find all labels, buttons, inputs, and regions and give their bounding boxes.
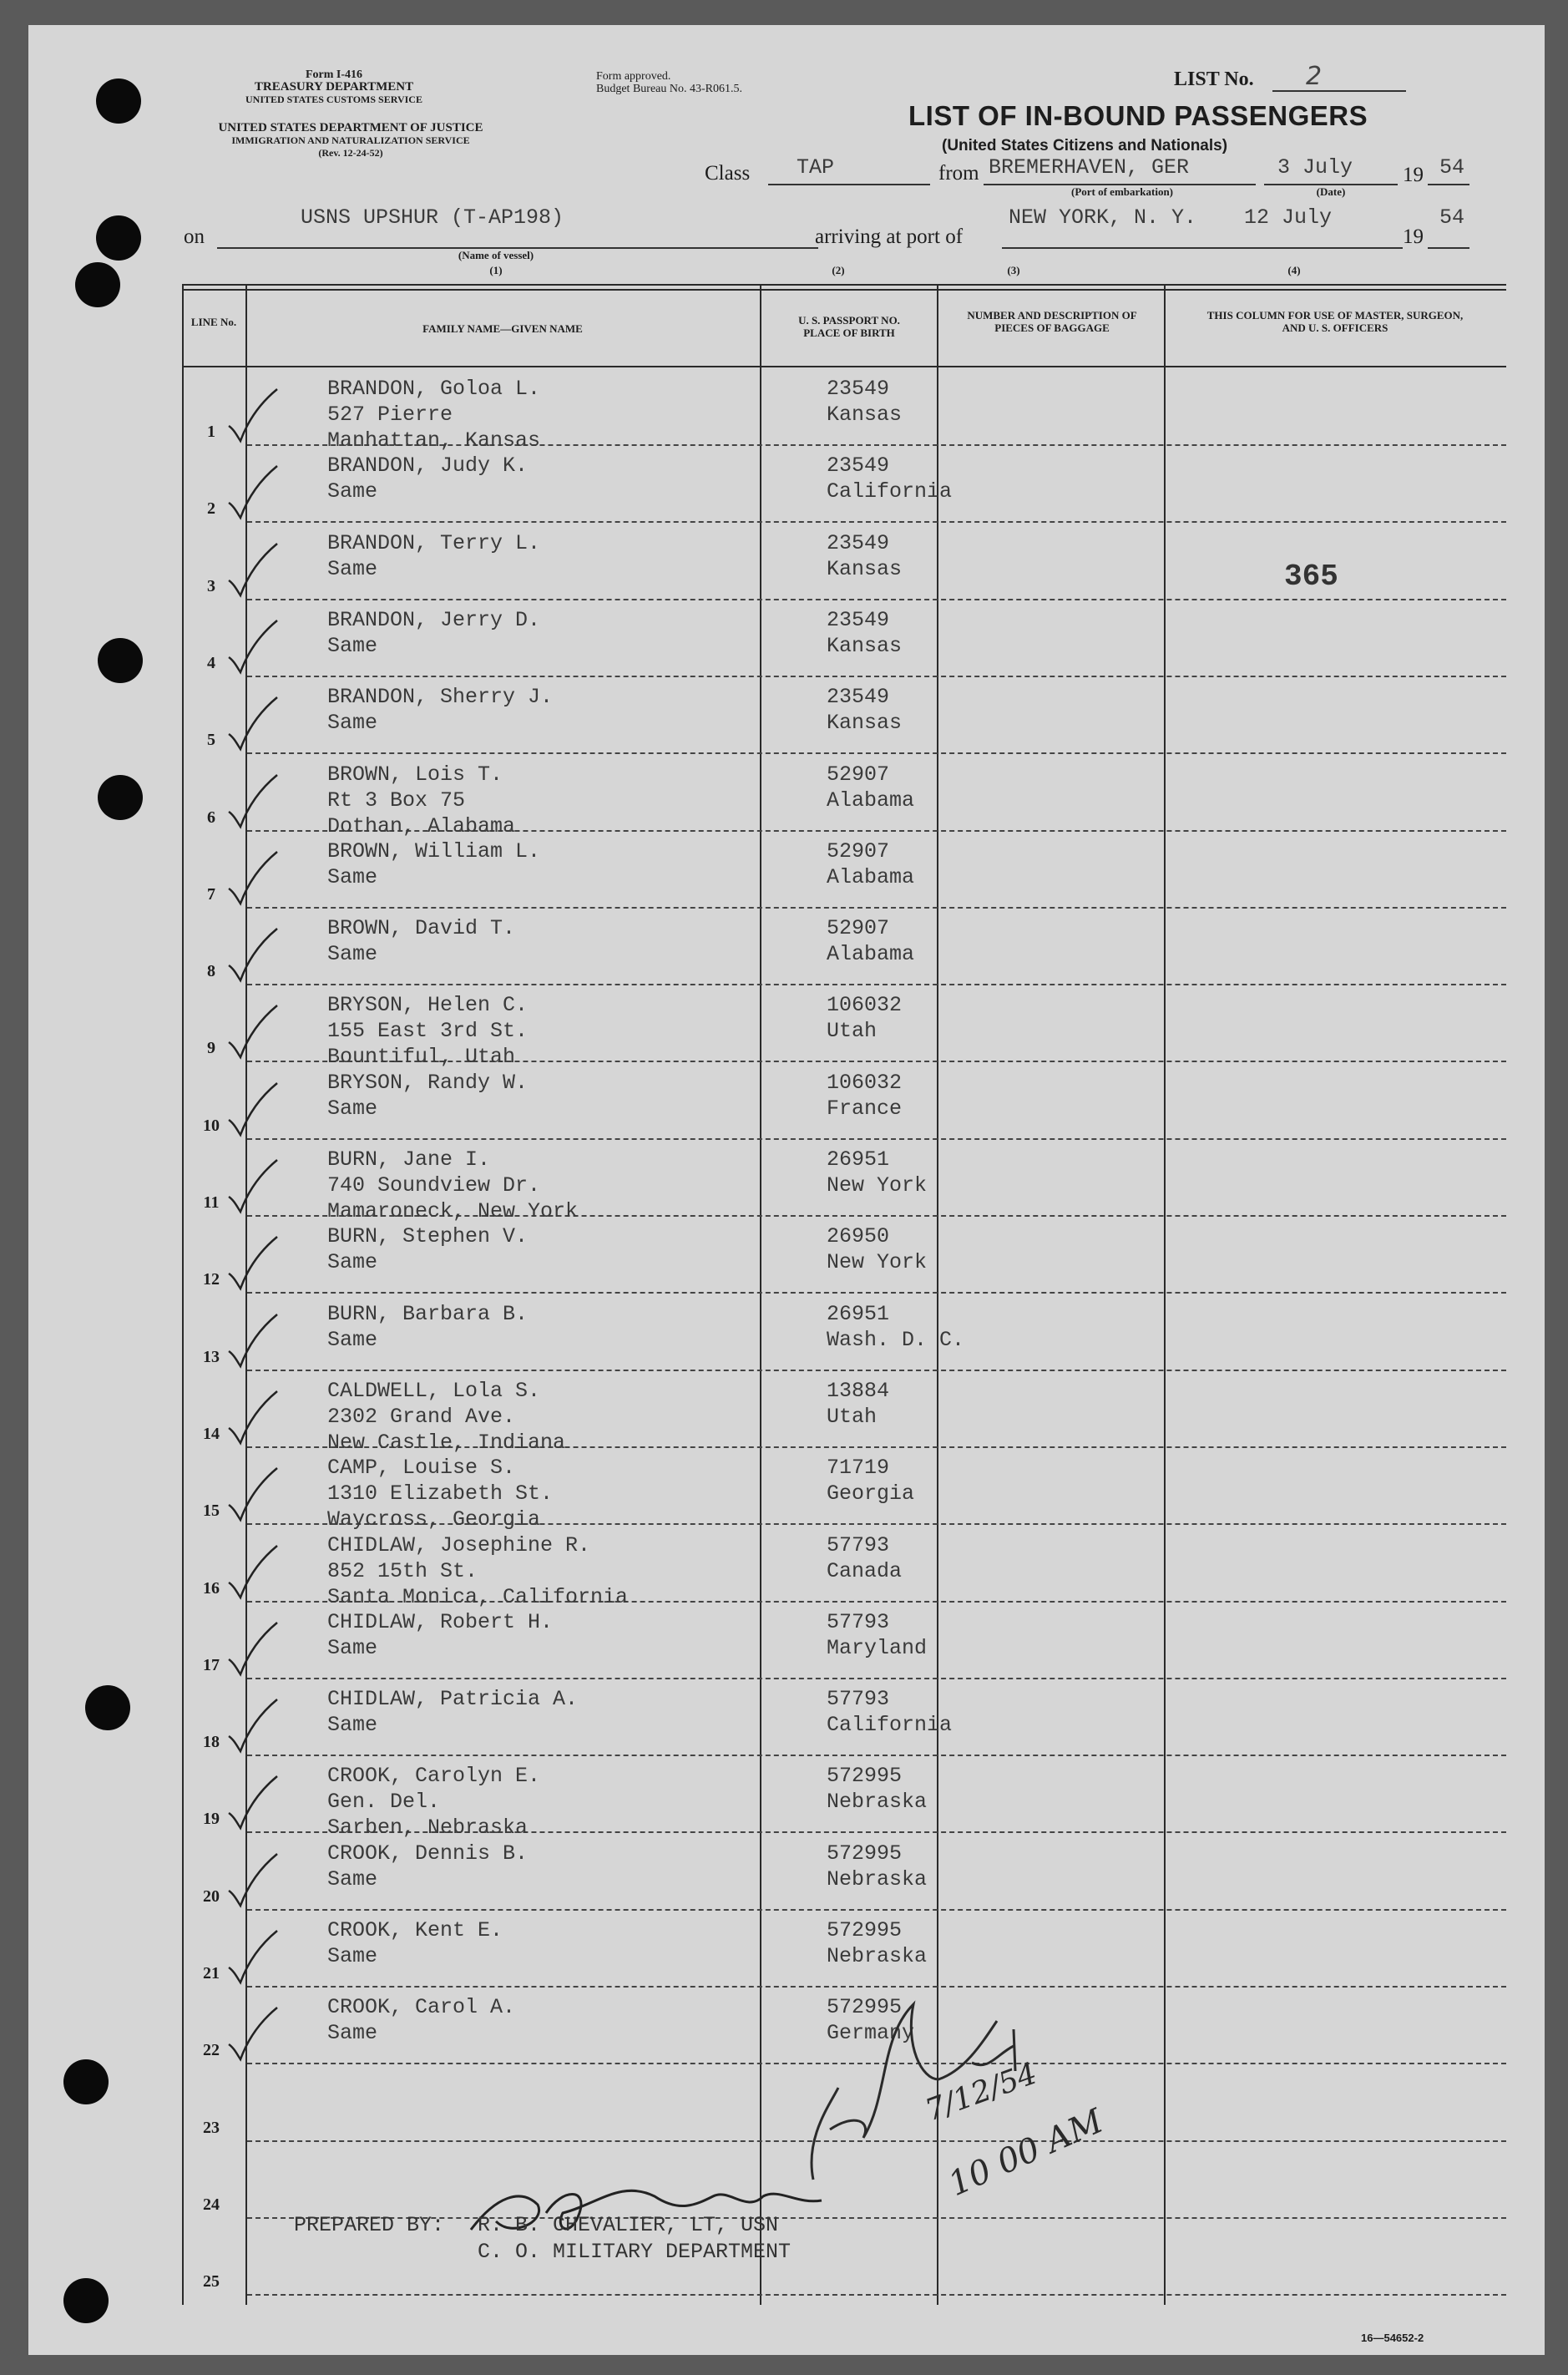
column-number-3: (3): [1007, 264, 1020, 276]
check-mark-icon: [222, 1851, 281, 1909]
check-mark-icon: [222, 540, 281, 599]
passport-block: [827, 1532, 902, 1584]
passport-number: 572995: [827, 1918, 903, 1942]
passenger-name-block: [327, 1532, 628, 1610]
punch-hole: [85, 1685, 130, 1730]
punch-hole: [63, 2278, 109, 2323]
table-header-border: [182, 366, 1506, 367]
passenger-name: CHIDLAW, Patricia A.: [327, 1687, 579, 1712]
embark-year-underline: [1428, 184, 1469, 185]
place-of-birth: Canada: [827, 1558, 903, 1583]
place-of-birth: Alabama: [827, 942, 915, 967]
list-no-label: LIST No.: [1174, 68, 1254, 90]
passenger-name-block: [327, 1070, 528, 1122]
passport-block: [827, 915, 914, 967]
arrival-port: NEW YORK, N. Y.: [1009, 205, 1197, 230]
line-number: 1: [207, 423, 215, 441]
passenger-address-line: Same: [327, 1250, 378, 1275]
check-mark-icon: [222, 463, 281, 521]
passport-number: 23549: [827, 453, 890, 479]
row-rule: [247, 2294, 1506, 2296]
row-rule: [247, 599, 1506, 600]
check-mark-icon: [222, 1157, 281, 1215]
table-top-border: [182, 284, 1506, 286]
on-label: on: [184, 225, 205, 248]
prepared-by-label: PREPARED BY:: [294, 2213, 445, 2237]
passenger-address-line: Same: [327, 1635, 378, 1660]
passenger-name: BURN, Barbara B.: [327, 1301, 529, 1326]
passport-block: [827, 1841, 927, 1892]
line-number: 5: [207, 731, 215, 750]
passenger-address-line: 527 Pierre: [327, 403, 453, 427]
prepared-by-dept: C. O. MILITARY DEPARTMENT: [478, 2240, 792, 2264]
passport-number: 572995: [827, 1995, 903, 2020]
line-number: 24: [203, 2195, 220, 2214]
line-number: 19: [203, 1810, 220, 1829]
passenger-address-line: Dothan, Alabama: [327, 813, 516, 838]
passport-block: [827, 376, 902, 428]
passport-block: [827, 530, 902, 582]
vessel-caption: (Name of vessel): [458, 249, 534, 261]
passenger-name: CHIDLAW, Josephine R.: [327, 1532, 591, 1557]
row-rule: [247, 1138, 1506, 1140]
passport-block: [827, 607, 902, 659]
passenger-name-block: [327, 1609, 553, 1661]
passenger-address-line: Mamaroneck, New York: [327, 1199, 579, 1223]
check-mark-icon: [222, 1233, 281, 1292]
year-prefix-2: 19: [1403, 225, 1424, 248]
passport-number: 52907: [827, 838, 890, 863]
passport-block: [827, 684, 902, 736]
line-number: 13: [203, 1347, 220, 1366]
line-number: 25: [203, 2272, 220, 2291]
place-of-birth: New York: [827, 1173, 928, 1198]
vessel-name: USNS UPSHUR (T-AP198): [301, 205, 564, 230]
passenger-name-block: [327, 1994, 515, 2046]
justice-block: [175, 122, 526, 160]
passport-block: [827, 1686, 952, 1738]
passport-block: [827, 1763, 927, 1815]
passenger-name: BURN, Stephen V.: [327, 1224, 529, 1249]
place-of-birth: Kansas: [827, 403, 903, 427]
passenger-name: BRANDON, Judy K.: [327, 453, 529, 479]
passenger-name: BURN, Jane I.: [327, 1147, 491, 1172]
footer-code: 16—54652-2: [1361, 2332, 1424, 2344]
table-row: [182, 1373, 1506, 1455]
passenger-address-line: 2302 Grand Ave.: [327, 1404, 516, 1429]
passenger-address-line: Rt 3 Box 75: [327, 787, 466, 813]
passport-block: [827, 1301, 964, 1353]
passenger-address-line: Same: [327, 1944, 378, 1968]
place-of-birth: Nebraska: [827, 1944, 928, 1968]
passport-number: 57793: [827, 1687, 890, 1712]
passport-number: 572995: [827, 1841, 903, 1866]
row-rule: [247, 1678, 1506, 1679]
line-number: 22: [203, 2041, 220, 2060]
passenger-address-line: Same: [327, 479, 378, 504]
from-label: from: [938, 162, 979, 185]
passenger-address-line: Same: [327, 864, 378, 889]
punch-hole: [75, 262, 120, 307]
ins-line: IMMIGRATION AND NATURALIZATION SERVICE: [231, 134, 470, 146]
handwritten-date: 7/12/54: [921, 2056, 1042, 2129]
passport-number: 71719: [827, 1456, 890, 1481]
row-rule: [247, 984, 1506, 985]
passenger-name: BRANDON, Terry L.: [327, 530, 541, 555]
line-number: 17: [203, 1655, 220, 1674]
table-row: [182, 371, 1506, 453]
passenger-address-line: Same: [327, 1327, 378, 1352]
passport-number: 52907: [827, 916, 890, 941]
passport-number: 106032: [827, 1070, 903, 1095]
passenger-name-block: [327, 992, 528, 1070]
line-number: 23: [203, 2118, 220, 2137]
passport-block: [827, 1609, 927, 1661]
passport-block: [827, 838, 914, 890]
passport-number: 26951: [827, 1301, 890, 1326]
embark-port-caption: (Port of embarkation): [1070, 185, 1174, 198]
check-mark-icon: [222, 1773, 281, 1831]
column-header-passport: U. S. PASSPORT NO. PLACE OF BIRTH: [798, 314, 900, 339]
arriving-label: arriving at port of: [815, 225, 964, 248]
passenger-address-line: Same: [327, 1713, 378, 1738]
passport-number: 52907: [827, 762, 890, 787]
column-header-line-no: LINE No.: [190, 316, 237, 328]
revision-line: (Rev. 12-24-52): [318, 147, 383, 159]
table-row: [182, 448, 1506, 524]
line-number: 12: [203, 1270, 220, 1289]
passenger-address-line: Same: [327, 711, 378, 736]
table-row: [182, 679, 1506, 756]
page-title: LIST OF IN-BOUND PASSENGERS: [908, 100, 1368, 131]
column-header-baggage: NUMBER AND DESCRIPTION OF PIECES OF BAGGAGE: [967, 309, 1137, 334]
line-number: 8: [207, 962, 215, 981]
document-sheet: [28, 25, 1545, 2355]
passenger-address-line: Same: [327, 1866, 378, 1891]
punch-hole: [96, 215, 141, 261]
passenger-name: BRYSON, Helen C.: [327, 993, 529, 1018]
passenger-name-block: [327, 762, 515, 839]
passenger-address-line: 740 Soundview Dr.: [327, 1173, 541, 1198]
passenger-name: CROOK, Carolyn E.: [327, 1764, 541, 1789]
punch-hole: [63, 2059, 109, 2104]
punch-hole: [98, 638, 143, 683]
line-number: 18: [203, 1733, 220, 1752]
place-of-birth: Kansas: [827, 711, 903, 736]
class-underline: [768, 184, 930, 185]
passenger-name: CAMP, Louise S.: [327, 1456, 516, 1481]
passenger-address-line: Same: [327, 2021, 378, 2046]
passport-block: [827, 1917, 927, 1969]
date-caption: (Date): [1316, 185, 1346, 198]
line-number: 6: [207, 808, 215, 827]
stamp-number: 365: [1284, 560, 1338, 594]
table-row: [182, 1527, 1506, 1609]
passenger-address-line: New Castle, Indiana: [327, 1430, 566, 1455]
passport-block: [827, 1378, 889, 1430]
treasury-line: TREASURY DEPARTMENT: [254, 80, 414, 94]
place-of-birth: Kansas: [827, 556, 903, 581]
passenger-address-line: Same: [327, 556, 378, 581]
passenger-name-block: [327, 1455, 553, 1532]
passenger-address-line: Gen. Del.: [327, 1790, 441, 1815]
passport-number: 23549: [827, 607, 890, 632]
embark-port: BREMERHAVEN, GER: [989, 155, 1190, 180]
passenger-name: BRANDON, Goloa L.: [327, 377, 541, 401]
table-row: [182, 757, 1506, 838]
passenger-name: BROWN, Lois T.: [327, 762, 503, 787]
class-label: Class: [705, 162, 751, 185]
passport-number: 57793: [827, 1609, 890, 1634]
line-number: 9: [207, 1039, 215, 1058]
check-mark-icon: [222, 1311, 281, 1370]
passenger-name: CALDWELL, Lola S.: [327, 1378, 541, 1403]
row-rule: [247, 1755, 1506, 1756]
passenger-name-block: [327, 1301, 528, 1353]
prepared-by-name: R. B. CHEVALIER, LT, USN: [478, 2213, 779, 2237]
passport-block: [827, 1070, 902, 1122]
line-number: 16: [203, 1578, 220, 1598]
page-subtitle: (United States Citizens and Nationals): [942, 137, 1228, 154]
row-rule: [247, 1370, 1506, 1371]
place-of-birth: Alabama: [827, 787, 915, 813]
check-mark-icon: [222, 772, 281, 830]
passport-block: [827, 992, 902, 1044]
check-mark-icon: [222, 1619, 281, 1678]
table-row: [182, 1758, 1506, 1841]
passenger-address-line: Manhattan, Kansas: [327, 428, 541, 453]
table-row: [182, 910, 1506, 987]
row-rule: [247, 752, 1506, 754]
passport-block: [827, 1455, 914, 1507]
passenger-name-block: [327, 1686, 578, 1738]
column-header-officers: THIS COLUMN FOR USE OF MASTER, SURGEON, AND U. S. OFFICERS: [1206, 309, 1464, 334]
punch-hole: [98, 775, 143, 820]
check-mark-icon: [222, 848, 281, 907]
passport-block: [827, 453, 952, 504]
passenger-address-line: Same: [327, 942, 378, 967]
arrival-underline: [1002, 247, 1403, 249]
passport-number: 23549: [827, 530, 890, 555]
line-number: 11: [203, 1193, 220, 1212]
form-id-block: [209, 68, 459, 106]
passenger-name: BRANDON, Jerry D.: [327, 607, 541, 632]
place-of-birth: France: [827, 1096, 903, 1121]
line-number: 20: [203, 1886, 220, 1906]
arrival-year-underline: [1428, 247, 1469, 249]
embark-date: 3 July: [1277, 155, 1353, 180]
passenger-name-block: [327, 453, 528, 504]
passenger-address-line: 852 15th St.: [327, 1558, 478, 1583]
place-of-birth: Maryland: [827, 1635, 928, 1660]
place-of-birth: Utah: [827, 1404, 878, 1429]
passenger-name-block: [327, 1763, 540, 1841]
passenger-address-line: Waycross, Georgia: [327, 1507, 541, 1532]
passenger-name: BRANDON, Sherry J.: [327, 685, 554, 710]
passenger-name: CHIDLAW, Robert H.: [327, 1609, 554, 1634]
passport-block: [827, 1223, 927, 1275]
line-number: 4: [207, 653, 215, 672]
list-no-value: 2: [1306, 62, 1323, 91]
line-number: 2: [207, 499, 215, 519]
place-of-birth: Nebraska: [827, 1866, 928, 1891]
row-rule: [247, 1909, 1506, 1911]
handwritten-time: 10 00 AM: [943, 2101, 1110, 2205]
passport-number: 572995: [827, 1764, 903, 1789]
table-row: [182, 1450, 1506, 1532]
passenger-name: BROWN, William L.: [327, 838, 541, 863]
table-row: [182, 987, 1506, 1070]
line-number: 15: [203, 1501, 220, 1521]
table-top-border-2: [182, 289, 1506, 291]
passenger-name-block: [327, 684, 553, 736]
customs-line: UNITED STATES CUSTOMS SERVICE: [245, 94, 422, 105]
passenger-address-line: Sarben, Nebraska: [327, 1815, 529, 1841]
place-of-birth: Kansas: [827, 633, 903, 658]
check-mark-icon: [222, 617, 281, 676]
table-row: [182, 1218, 1506, 1295]
place-of-birth: California: [827, 1713, 953, 1738]
passenger-name-block: [327, 1378, 565, 1456]
passenger-name: CROOK, Dennis B.: [327, 1841, 529, 1866]
passport-number: 23549: [827, 685, 890, 710]
class-value: TAP: [797, 155, 835, 180]
place-of-birth: Alabama: [827, 864, 915, 889]
embark-year: 54: [1439, 155, 1465, 180]
passenger-name-block: [327, 607, 540, 659]
place-of-birth: Germany: [827, 2021, 915, 2046]
table-row: [182, 1604, 1506, 1681]
column-number-2: (2): [832, 264, 845, 276]
passport-number: 23549: [827, 377, 890, 401]
arrival-year: 54: [1439, 205, 1465, 230]
check-mark-icon: [222, 1002, 281, 1061]
place-of-birth: Utah: [827, 1019, 878, 1044]
passenger-name-block: [327, 915, 515, 967]
passenger-address-line: Santa Monica, California: [327, 1584, 629, 1609]
line-number: 21: [203, 1964, 220, 1983]
check-mark-icon: [222, 1388, 281, 1446]
column-number-4: (4): [1287, 264, 1301, 276]
table-row: [182, 1296, 1506, 1373]
passenger-name-block: [327, 376, 540, 453]
passenger-address-line: 155 East 3rd St.: [327, 1019, 529, 1044]
passenger-address-line: Same: [327, 633, 378, 658]
check-mark-icon: [222, 1542, 281, 1601]
row-rule: [247, 676, 1506, 677]
table-row: [182, 1681, 1506, 1758]
check-mark-icon: [222, 1696, 281, 1755]
passport-block: [827, 1147, 927, 1198]
line-number: 10: [203, 1116, 220, 1135]
passport-number: 26950: [827, 1224, 890, 1249]
check-mark-icon: [222, 925, 281, 984]
place-of-birth: Nebraska: [827, 1790, 928, 1815]
passenger-name: CROOK, Carol A.: [327, 1995, 516, 2020]
passenger-name-block: [327, 530, 540, 582]
row-rule: [247, 521, 1506, 523]
check-mark-icon: [222, 386, 281, 444]
table-row: [182, 833, 1506, 910]
passenger-name: BRYSON, Randy W.: [327, 1070, 529, 1095]
place-of-birth: New York: [827, 1250, 928, 1275]
form-number: Form I-416: [305, 68, 363, 81]
passenger-name: CROOK, Kent E.: [327, 1918, 503, 1942]
justice-line: UNITED STATES DEPARTMENT OF JUSTICE: [218, 121, 483, 134]
passenger-name-block: [327, 838, 540, 890]
list-no-underline: [1272, 90, 1406, 92]
table-row: [182, 1836, 1506, 1912]
check-mark-icon: [222, 694, 281, 752]
passport-number: 106032: [827, 993, 903, 1018]
line-number: 14: [203, 1424, 220, 1443]
passenger-name-block: [327, 1147, 578, 1224]
passenger-address-line: 1310 Elizabeth St.: [327, 1481, 554, 1507]
passport-block: [827, 762, 914, 813]
table-row: [182, 1142, 1506, 1223]
passenger-name-block: [327, 1917, 503, 1969]
passenger-address-line: Bountiful, Utah: [327, 1045, 516, 1070]
year-prefix: 19: [1403, 164, 1424, 186]
passport-number: 57793: [827, 1532, 890, 1557]
punch-hole: [96, 78, 141, 124]
passenger-name-block: [327, 1223, 528, 1275]
row-rule: [247, 1292, 1506, 1294]
line-number: 7: [207, 884, 215, 904]
check-mark-icon: [222, 1080, 281, 1138]
passenger-address-line: Same: [327, 1096, 378, 1121]
table-row: [182, 602, 1506, 679]
arrival-date: 12 July: [1244, 205, 1333, 230]
passport-number: 13884: [827, 1378, 890, 1403]
passenger-name: BROWN, David T.: [327, 916, 516, 941]
table-row: [182, 1065, 1506, 1142]
place-of-birth: Georgia: [827, 1481, 915, 1507]
check-mark-icon: [222, 1927, 281, 1986]
budget-bureau: Budget Bureau No. 43-R061.5.: [596, 83, 742, 95]
check-mark-icon: [222, 2004, 281, 2063]
approval-block: [596, 70, 813, 95]
row-rule: [247, 907, 1506, 909]
column-header-family-name: FAMILY NAME—GIVEN NAME: [422, 322, 583, 335]
place-of-birth: California: [827, 479, 953, 504]
line-number: 3: [207, 576, 215, 595]
passenger-name-block: [327, 1841, 528, 1892]
check-mark-icon: [222, 1465, 281, 1523]
passport-number: 26951: [827, 1147, 890, 1172]
table-row: [182, 525, 1506, 602]
form-approved: Form approved.: [596, 70, 671, 83]
column-number-1: (1): [489, 264, 503, 276]
handwritten-signature-note: [780, 1971, 1130, 2221]
place-of-birth: Wash. D. C.: [827, 1327, 965, 1352]
